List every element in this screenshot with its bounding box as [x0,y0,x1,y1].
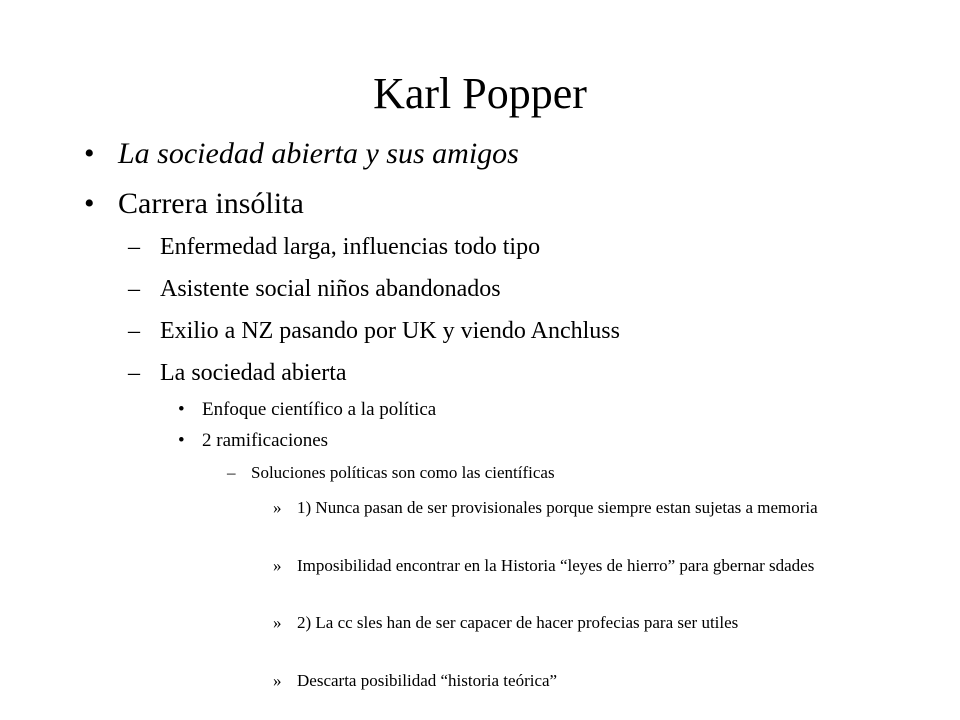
guillemet-marker: » [273,613,282,632]
bullet-text-book-title: La sociedad abierta y sus amigos [118,137,519,170]
sub-bullet-text: La sociedad abierta [160,360,347,386]
level5-text: 1) Nunca pasan de ser provisionales porque siempre estan sujetas a memoria [297,498,818,517]
guillemet-marker: » [273,556,282,575]
dash-marker: – [128,318,140,344]
bullet-marker: • [84,187,95,220]
bullet-marker: • [84,137,95,170]
bullet-marker: • [178,399,185,420]
level3-text: Enfoque científico a la política [202,399,437,420]
dash-marker: – [227,463,236,482]
sub-bullet-text: Exilio a NZ pasando por UK y viendo Anchluss [160,318,620,344]
guillemet-marker: » [273,671,282,690]
level4-text: Soluciones políticas son como las científicas [251,463,555,482]
level3-text: 2 ramificaciones [202,430,329,451]
bullet-text: Carrera insólita [118,187,304,220]
level5-text: Descarta posibilidad “historia teórica” [297,671,558,690]
bullet-marker: • [178,430,185,451]
sub-bullet-text: Asistente social niños abandonados [160,276,501,302]
slide-title: Karl Popper [373,69,587,118]
sub-bullet-text: Enfermedad larga, influencias todo tipo [160,234,541,260]
guillemet-marker: » [273,498,282,517]
dash-marker: – [128,276,140,302]
level5-text: Imposibilidad encontrar en la Historia “leyes de hierro” para gbernar sdades [297,556,815,575]
dash-marker: – [128,234,140,260]
level5-text: 2) La cc sles han de ser capacer de hacer profecias para ser utiles [297,613,739,632]
dash-marker: – [128,360,140,386]
